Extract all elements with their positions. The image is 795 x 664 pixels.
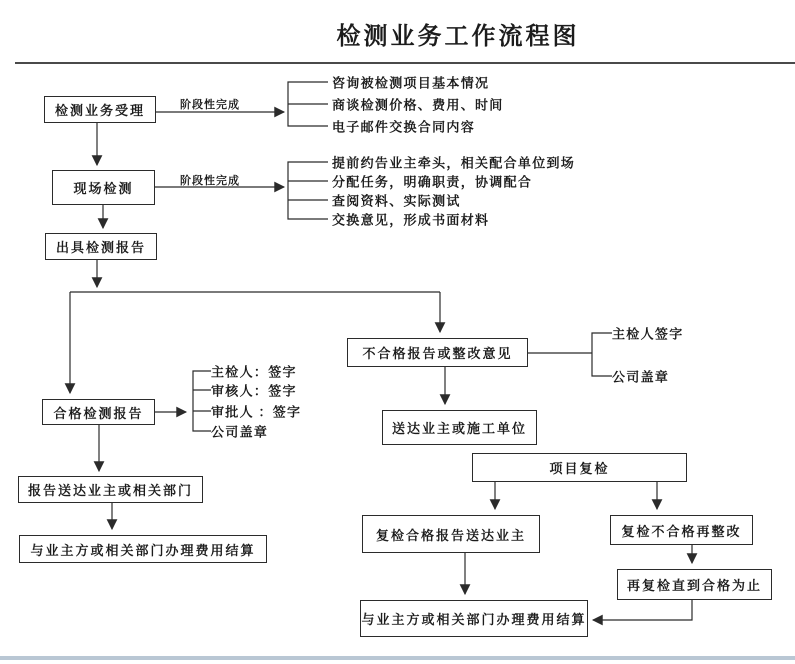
annotation-unqualified-signoff: 公司盖章 (612, 369, 670, 385)
node-fee-settlement-left: 与业主方或相关部门办理费用结算 (19, 535, 267, 563)
annotation-onsite-task: 提前约告业主牵头，相关配合单位到场 (332, 155, 576, 171)
annotation-accept-task: 咨询被检测项目基本情况 (332, 75, 490, 91)
annotation-unqualified-signoff: 主检人签字 (612, 326, 684, 342)
edge-label-stage-complete-1: 阶段性完成 (180, 99, 240, 111)
node-business-acceptance: 检测业务受理 (44, 96, 156, 123)
edge-recheck-again-to-settle (593, 600, 692, 620)
annotation-qualified-signoff: 主检人：签字 (211, 364, 297, 380)
bracket-accept-tasks (288, 82, 328, 126)
annotation-onsite-task: 查阅资料、实际测试 (332, 193, 461, 209)
bracket-onsite-tasks (288, 162, 328, 219)
node-project-recheck: 项目复检 (472, 453, 687, 482)
bottom-window-edge-line (0, 656, 795, 660)
annotation-onsite-task: 分配任务，明确职责，协调配合 (332, 174, 533, 190)
node-recheck-until-pass: 再复检直到合格为止 (617, 569, 772, 600)
node-unqualified-report: 不合格报告或整改意见 (347, 338, 528, 367)
edge-label-stage-complete-2: 阶段性完成 (180, 175, 240, 187)
node-issue-report: 出具检测报告 (45, 233, 157, 260)
annotation-qualified-signoff: 审核人：签字 (211, 383, 297, 399)
annotation-onsite-task: 交换意见，形成书面材料 (332, 212, 490, 228)
annotation-qualified-signoff: 审批人 ：签字 (211, 404, 302, 420)
annotation-qualified-signoff: 公司盖章 (211, 424, 269, 440)
bracket-unqualified-signoff (592, 333, 612, 376)
node-qualified-report: 合格检测报告 (42, 399, 155, 425)
node-onsite-testing: 现场检测 (52, 170, 155, 205)
annotation-accept-task: 电子邮件交换合同内容 (332, 119, 476, 135)
node-deliver-owner-department: 报告送达业主或相关部门 (18, 476, 203, 503)
node-deliver-owner-constructor: 送达业主或施工单位 (382, 410, 537, 445)
page-title: 检测业务工作流程图 (336, 24, 580, 50)
node-recheck-fail-rectify: 复检不合格再整改 (610, 515, 753, 545)
node-recheck-pass-deliver: 复检合格报告送达业主 (362, 515, 540, 553)
title-divider (15, 62, 795, 64)
bracket-qualified-signoff (193, 371, 211, 431)
node-fee-settlement-right: 与业主方或相关部门办理费用结算 (360, 600, 588, 637)
annotation-accept-task: 商谈检测价格、费用、时间 (332, 97, 504, 113)
